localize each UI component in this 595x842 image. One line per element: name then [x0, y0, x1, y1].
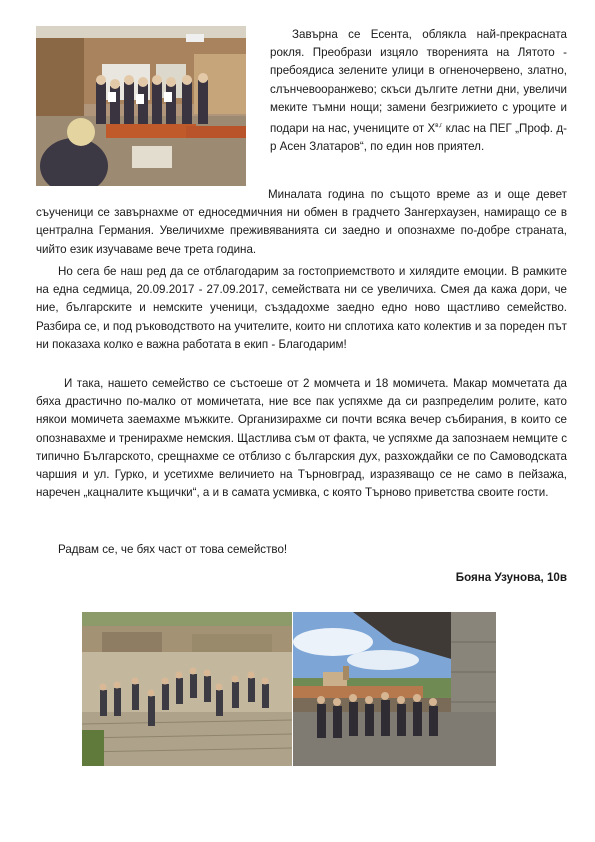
intro-paragraph: [270, 26, 567, 156]
paragraph-our-turn: [36, 263, 567, 354]
paragraph-last-year: [36, 186, 567, 259]
paragraph-family: [36, 375, 567, 502]
intro-text: Завърна се Есента, облякла най-прекрасната рокля. Преобрази изцяло творенията на Лятото - пребоядиса зелените улици в огненочервено, златно, слънчевооранжево; скъси дългите летни дни, увеличи меките тъмни нощи; замени безгрижието с уроците и подари на нас, учениците от Х: [270, 28, 567, 135]
paragraph-closing: [36, 541, 567, 559]
paragraph-text: Но сега бе наш ред да се отблагодарим за гостоприемството и хилядите емоции. В рамките на една седмица, 20.09.2017 - 27.09.2017, семействата ни се увеличиха. Смея да кажа дори, че ние, българските и немските ученици, създадохме заедно едно ново щастливо семейство. Разбира се, и под ръководството на учителите, които ни сплотиха като колектив и за пореден път ни показаха колко е важна работата в екип - Благодарим!: [36, 265, 567, 351]
paragraph-text: Радвам се, че бях част от това семейство!: [58, 543, 288, 556]
intro-text-end: клас на ПЕГ „Проф. д-р Асен Златаров“, по един нов приятел.: [270, 121, 567, 154]
paragraph-text: Миналата година по същото време аз и още девет съученици се завърнахме от едноседмичния ни обмен в градчето Зангерхаузен, намиращо се в централна Германия. Увеличихме преживяванията си заедно и опознахме по-добре страната, чийто език изучаваме вече трета година.: [36, 188, 567, 256]
terrace-view-photo: [293, 612, 496, 766]
fortress-ruins-photo: [82, 612, 292, 766]
class-superscript: в,г: [435, 123, 443, 130]
paragraph-text: И така, нашето семейство се състоеше от 2 момчета и 18 момичета. Макар момчетата да бяха драстично по-малко от момичетата, ние все пак успяхме да си разпределим ролите, като някои момичета заемахме мъжките. Организирахме си почти всяка вечер събирания, в които се опознавахме и тренирахме немския. Щастлива съм от факта, че успяхме да запознаем немците с типично Българското, срещнахме се отблизо с българския дух, разхождайки се по Самоводската чаршия и ул. Гурко, и усетихме величието на Търновград, изразяващо се не само в пейзажа, наречен „кацналите къщички“, а и в самата усмивка, с която Търново приветства своите гости.: [36, 377, 567, 500]
classroom-photo: [36, 26, 246, 186]
author-signature: Бояна Узунова, 10в: [455, 571, 567, 584]
